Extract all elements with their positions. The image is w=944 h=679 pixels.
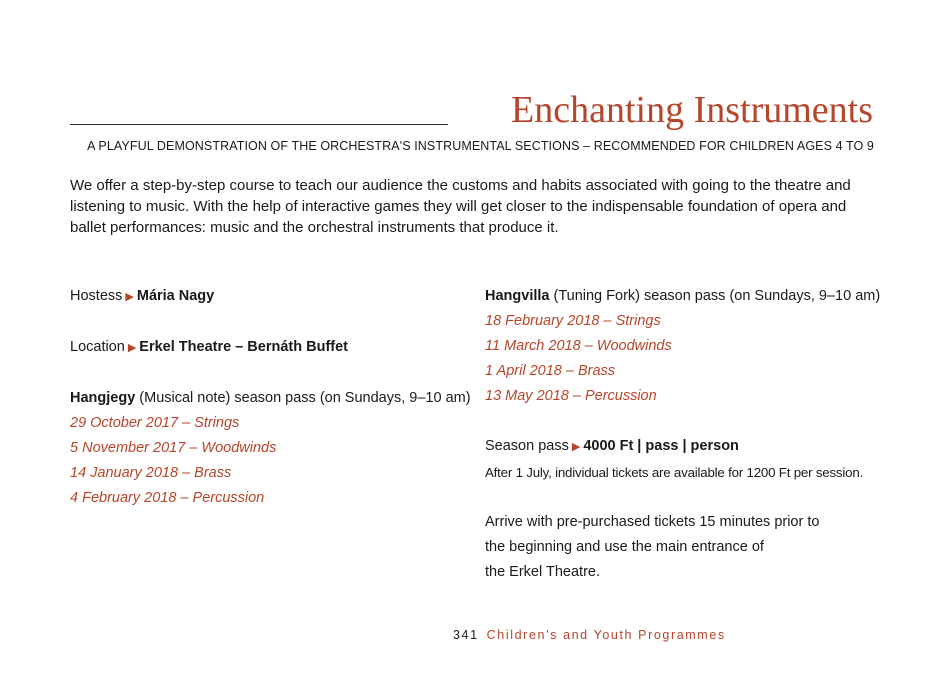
triangle-arrow-icon: ▶ xyxy=(571,441,581,453)
ticket-note: After 1 July, individual tickets are available for 1200 Ft per session. xyxy=(485,465,864,480)
pass2-date: 13 May 2018 – Percussion xyxy=(485,388,657,404)
pass1-date: 5 November 2017 – Woodwinds xyxy=(70,440,277,456)
pass1-date: 14 January 2018 – Brass xyxy=(70,465,232,481)
season-pass-label: Season pass xyxy=(485,438,569,454)
hostess-label: Hostess xyxy=(70,288,123,304)
pass1-date: 29 October 2017 – Strings xyxy=(70,415,240,431)
pass2-date: 18 February 2018 – Strings xyxy=(485,313,661,329)
pass1-date: 4 February 2018 – Percussion xyxy=(70,490,265,506)
season-pass-price: 4000 Ft | pass | person xyxy=(583,438,739,454)
arrival-line: the Erkel Theatre. xyxy=(485,564,600,580)
page-footer xyxy=(453,628,726,642)
page-subtitle: A PLAYFUL DEMONSTRATION OF THE ORCHESTRA'S INSTRUMENTAL SECTIONS – RECOMMENDED FOR CHILDREN AGES 4 TO 9 xyxy=(87,139,874,153)
pass1-name: Hangjegy xyxy=(70,390,136,406)
location-value: Erkel Theatre – Bernáth Buffet xyxy=(139,339,348,355)
page-title: Enchanting Instruments xyxy=(511,89,873,131)
title-rule xyxy=(70,124,448,125)
arrival-line: Arrive with pre-purchased tickets 15 minutes prior to xyxy=(485,514,820,530)
triangle-arrow-icon: ▶ xyxy=(127,342,137,354)
pass2-name: Hangvilla xyxy=(485,288,550,304)
hostess-value: Mária Nagy xyxy=(136,288,215,304)
location-line xyxy=(70,335,470,361)
pass2-desc: (Tuning Fork) season pass (on Sundays, 9–10 am) xyxy=(549,288,881,304)
triangle-arrow-icon: ▶ xyxy=(125,291,134,303)
season-pass-line xyxy=(485,434,885,460)
intro-paragraph: We offer a step-by-step course to teach our audience the customs and habits associated with going to the theatre and listening to music. With the help of interactive games they will get closer to the indispensable foundation of opera and ballet performances: music and the orchestral instruments that produce it. xyxy=(70,177,851,236)
page-number: 341 xyxy=(453,628,479,642)
pass1-heading xyxy=(70,386,470,411)
arrival-line: the beginning and use the main entrance of xyxy=(485,539,764,555)
pass2-date: 1 April 2018 – Brass xyxy=(485,363,616,379)
pass1-desc: (Musical note) season pass (on Sundays, 9–10 am) xyxy=(135,390,471,406)
left-column xyxy=(70,284,470,511)
location-label: Location xyxy=(70,339,125,355)
hostess-line xyxy=(70,284,470,310)
pass2-date: 11 March 2018 – Woodwinds xyxy=(485,338,672,354)
pass2-heading xyxy=(485,284,885,309)
section-name: Children’s and Youth Programmes xyxy=(486,628,726,642)
right-column xyxy=(485,284,885,585)
